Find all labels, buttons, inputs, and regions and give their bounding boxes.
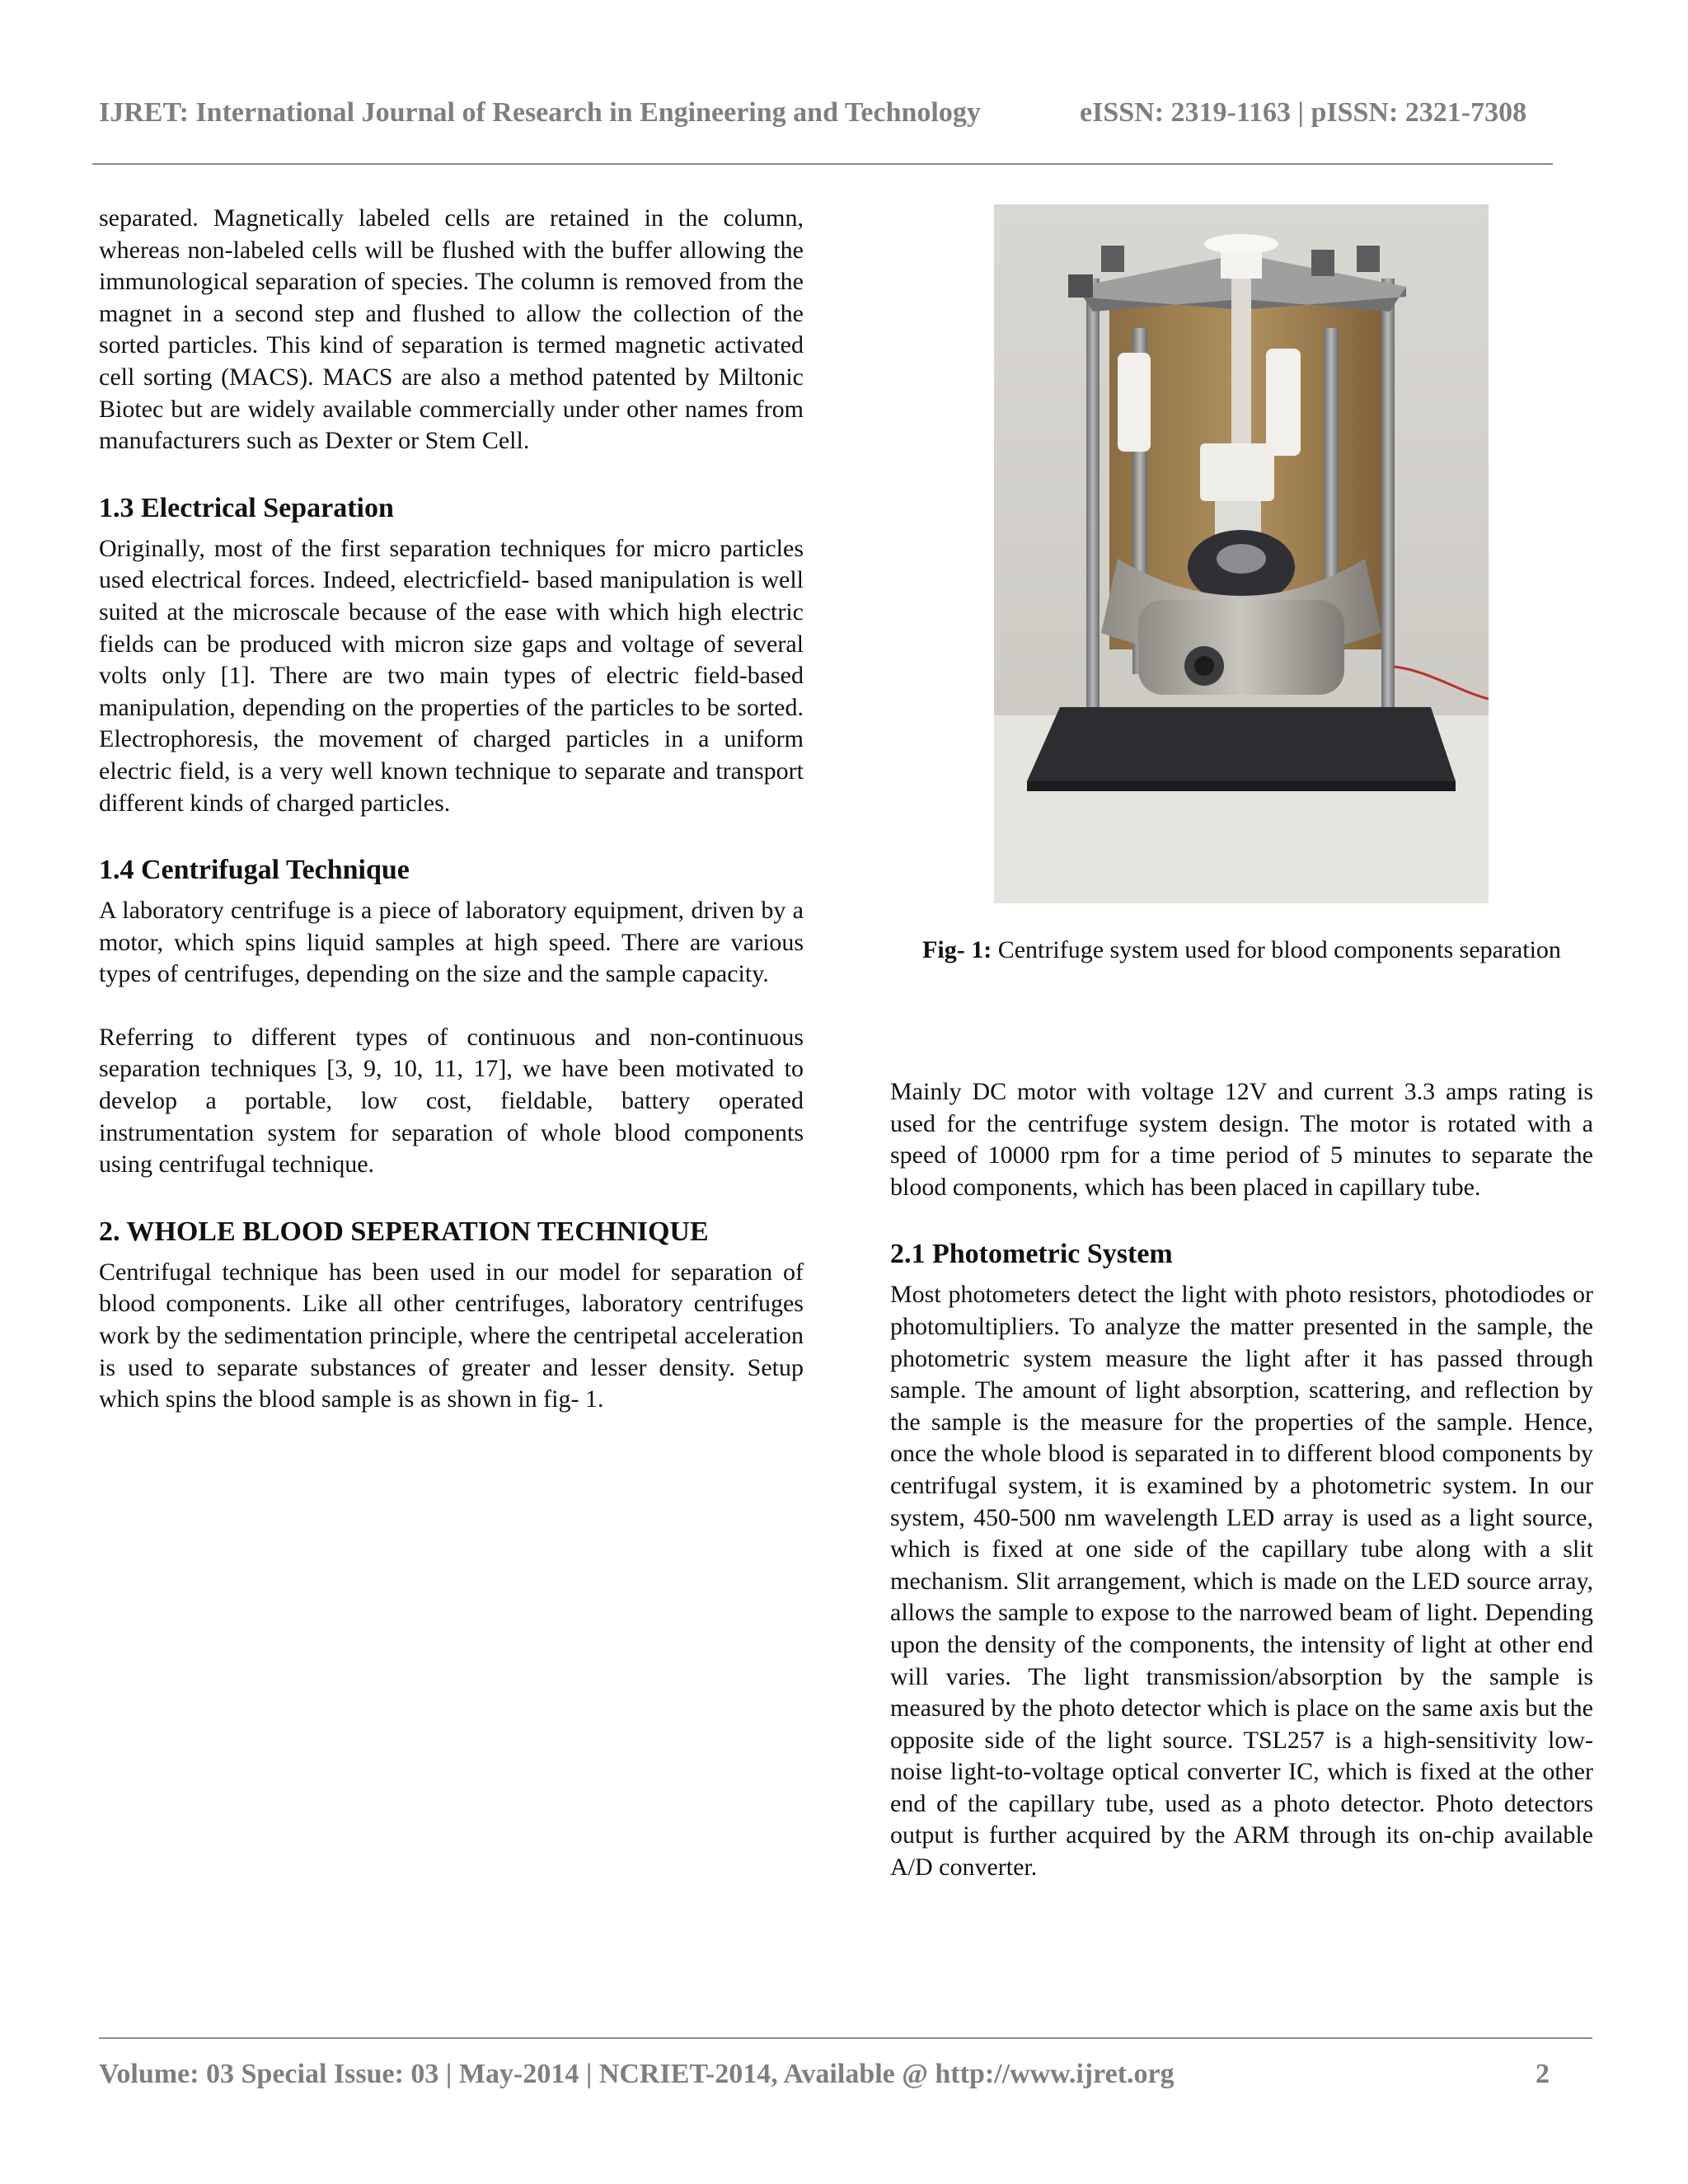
paragraph-whole-blood-separation: Centrifugal technique has been used in our model for separation of blood components. Like all other centrifuges, laboratory centrifuges work by the sedimentation principle, where the centripetal acceleration is used to separate substances of greater and lesser density. Setup which spins the blood sample is as shown in fig- 1. xyxy=(99,1258,804,1413)
paragraph-dc-motor: Mainly DC motor with voltage 12V and current 3.3 amps rating is used for the centrifuge system design. The motor is rotated with a speed of 10000 rpm for a time period of 5 minutes to separate the blood components, which has been placed in capillary tube. xyxy=(890,1078,1593,1201)
centrifuge-photo xyxy=(994,204,1489,903)
page-number: 2 xyxy=(1536,2059,1550,2089)
header-rule xyxy=(92,163,1553,165)
figure-1 xyxy=(890,203,1593,1076)
paragraph-centrifuge-definition: A laboratory centrifuge is a piece of laboratory equipment, driven by a motor, which spins liquid samples at high speed. There are various types of centrifuges, depending on the size and the sample capacity. xyxy=(99,897,804,988)
figure-caption xyxy=(890,935,1593,967)
paragraph-motivation: Referring to different types of continuous and non-continuous separation techniques [3, 9, 10, 11, 17], we have been motivated to develop a portable, low cost, fieldable, battery operated instrumentation system for separation of whole blood components using centrifugal technique. xyxy=(99,1023,804,1179)
footer-rule xyxy=(99,2037,1592,2039)
centrifuge-illustration xyxy=(994,204,1489,903)
paragraph-macs: separated. Magnetically labeled cells are retained in the column, whereas non-labeled cells will be flushed with the buffer allowing the immunological separation of species. The column is removed from the magnet in a second step and flushed to allow the collection of the sorted particles. This kind of separation is termed magnetic activated cell sorting (MACS). MACS are also a method patented by Miltonic Biotec but are widely available commercially under other names from manufacturers such as Dexter or Stem Cell. xyxy=(99,204,804,455)
journal-issn: eISSN: 2319-1163 | pISSN: 2321-7308 xyxy=(1080,97,1527,128)
heading-whole-blood-separation: 2. WHOLE BLOOD SEPERATION TECHNIQUE xyxy=(99,1216,709,1247)
figure-caption-text: Centrifuge system used for blood components separation xyxy=(992,936,1561,963)
page-footer xyxy=(99,2059,1550,2090)
paragraph-electrical-separation: Originally, most of the first separation techniques for micro particles used electrical forces. Indeed, electricfield- based manipulation is well suited at the microscale because of the ease with which high electric fields can be produced with micron size gaps and voltage of several volts only [1]. There are two main types of electric field-based manipulation, depending on the properties of the particles to be sorted. Electrophoresis, the movement of charged particles in a uniform electric field, is a very well known technique to separate and transport different kinds of charged particles. xyxy=(99,534,804,817)
heading-centrifugal-technique: 1.4 Centrifugal Technique xyxy=(99,855,410,886)
figure-label: Fig- 1: xyxy=(922,936,992,963)
heading-electrical-separation: 1.3 Electrical Separation xyxy=(99,492,394,523)
right-column xyxy=(890,203,1593,1884)
paragraph-photometric-system: Most photometers detect the light with photo resistors, photodiodes or photomultipliers. To analyze the matter presented in the sample, the photometric system measure the light after it has passed through sample. The amount of light absorption, scattering, and reflection by the sample is the measure for the properties of the sample. Hence, once the whole blood is separated in to different blood components by centrifugal system, it is examined by a photometric system. In our system, 450-500 nm wavelength LED array is used as a light source, which is fixed at one side of the capillary tube along with a slit mechanism. Slit arrangement, which is made on the LED source array, allows the sample to expose to the narrowed beam of light. Depending upon the density of the components, the intensity of light at other end will varies. The light transmission/absorption by the sample is measured by the photo detector which is place on the same axis but the opposite side of the light source. TSL257 is a high-sensitivity low-noise light-to-voltage optical converter IC, which is fixed at the other end of the capillary tube, used as a photo detector. Photo detectors output is further acquired by the ARM through its on-chip available A/D converter. xyxy=(890,1281,1593,1882)
footer-text: Volume: 03 Special Issue: 03 | May-2014 | NCRIET-2014, Available @ http://www.ijret.org xyxy=(99,2059,1175,2089)
journal-title: IJRET: International Journal of Research in Engineering and Technology xyxy=(99,97,981,128)
heading-photometric-system: 2.1 Photometric System xyxy=(890,1239,1173,1270)
left-column xyxy=(99,203,804,1416)
